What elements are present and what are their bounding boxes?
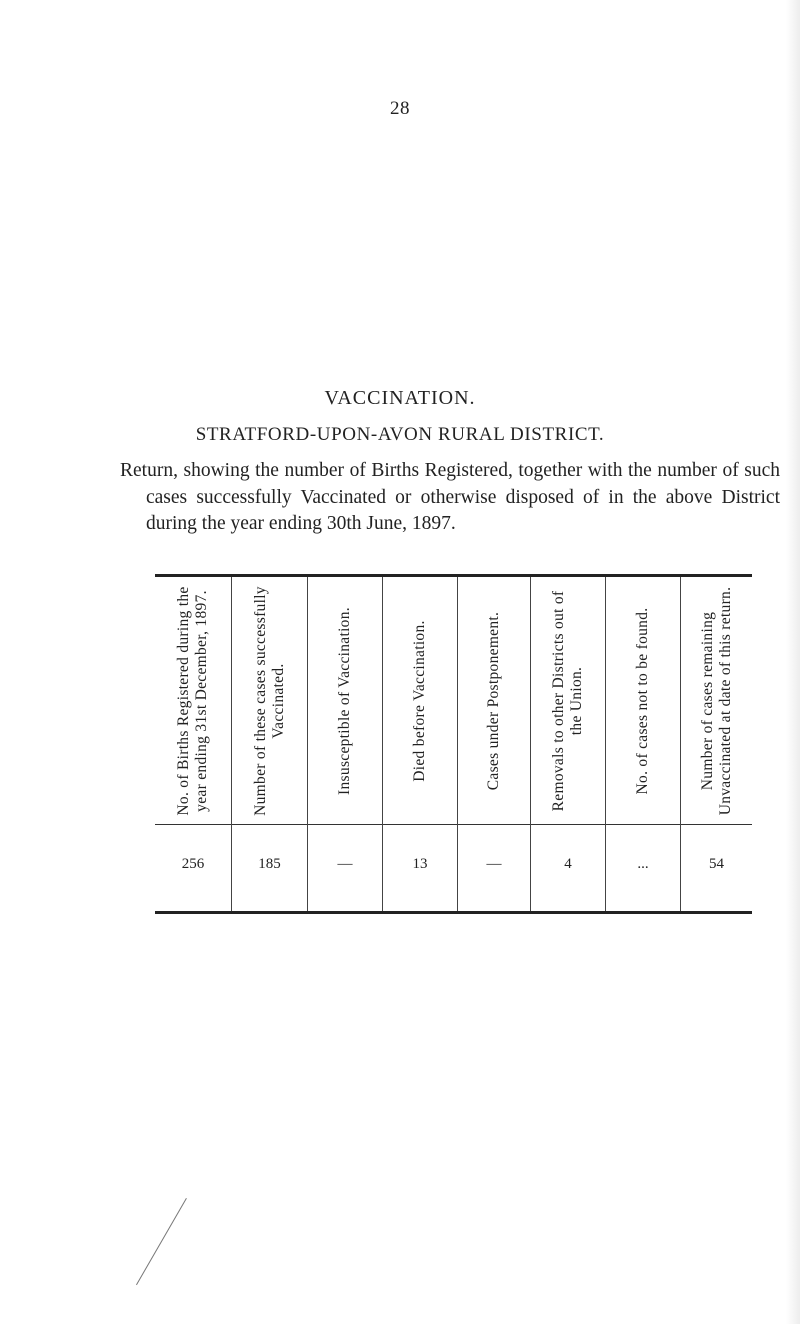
header-label: Removals to other Districts out of the Union. <box>550 590 585 811</box>
header-died-before-vaccination <box>383 577 457 824</box>
header-postponement <box>458 577 530 824</box>
value-not-found: ... <box>637 855 649 872</box>
value-died-before-vaccination: 13 <box>412 855 428 872</box>
header-label: Died before Vaccination. <box>411 619 428 782</box>
value-births-registered: 256 <box>181 855 205 872</box>
header-label: Number of these cases successfully Vaccinated. <box>251 585 287 816</box>
header-label: Insusceptible of Vaccination. <box>336 606 353 795</box>
table-row <box>155 825 752 911</box>
header-label: Cases under Postponement. <box>485 611 502 790</box>
column-divider <box>382 577 383 911</box>
header-label: No. of cases not to be found. <box>634 607 651 794</box>
column-divider <box>605 577 606 911</box>
return-description: Return, showing the number of Births Registered, together with the number of such cases successfully Vaccinated or otherwise disposed of in the above District during the year ending 30th June, 1897. <box>120 460 780 534</box>
header-removals <box>531 577 605 824</box>
header-births-registered <box>155 577 231 824</box>
value-remaining-unvaccinated: 54 <box>709 855 724 872</box>
column-divider <box>307 577 308 911</box>
page-edge-shadow <box>786 0 800 1324</box>
document-title: VACCINATION. <box>324 387 476 409</box>
header-remaining-unvaccinated <box>681 577 752 824</box>
column-divider <box>530 577 531 911</box>
vaccination-return-table <box>155 574 752 914</box>
header-not-found <box>606 577 680 824</box>
value-postponement: — <box>486 855 502 872</box>
column-divider <box>680 577 681 911</box>
value-insusceptible: — <box>337 855 353 872</box>
value-removals: 4 <box>564 855 572 872</box>
table-header-row <box>155 577 752 825</box>
page-number: 28 <box>390 98 410 119</box>
header-label: No. of Births Registered during the year ending 31st December, 1897. <box>175 585 210 816</box>
header-label: Number of cases remaining Unvaccinated at date of this return. <box>698 586 734 815</box>
header-successfully-vaccinated <box>232 577 307 824</box>
header-insusceptible <box>308 577 382 824</box>
value-successfully-vaccinated: 185 <box>258 855 281 872</box>
stray-pencil-mark <box>136 1198 187 1285</box>
district-subtitle: STRATFORD-UPON-AVON RURAL DISTRICT. <box>195 424 605 445</box>
column-divider <box>231 577 232 911</box>
column-divider <box>457 577 458 911</box>
